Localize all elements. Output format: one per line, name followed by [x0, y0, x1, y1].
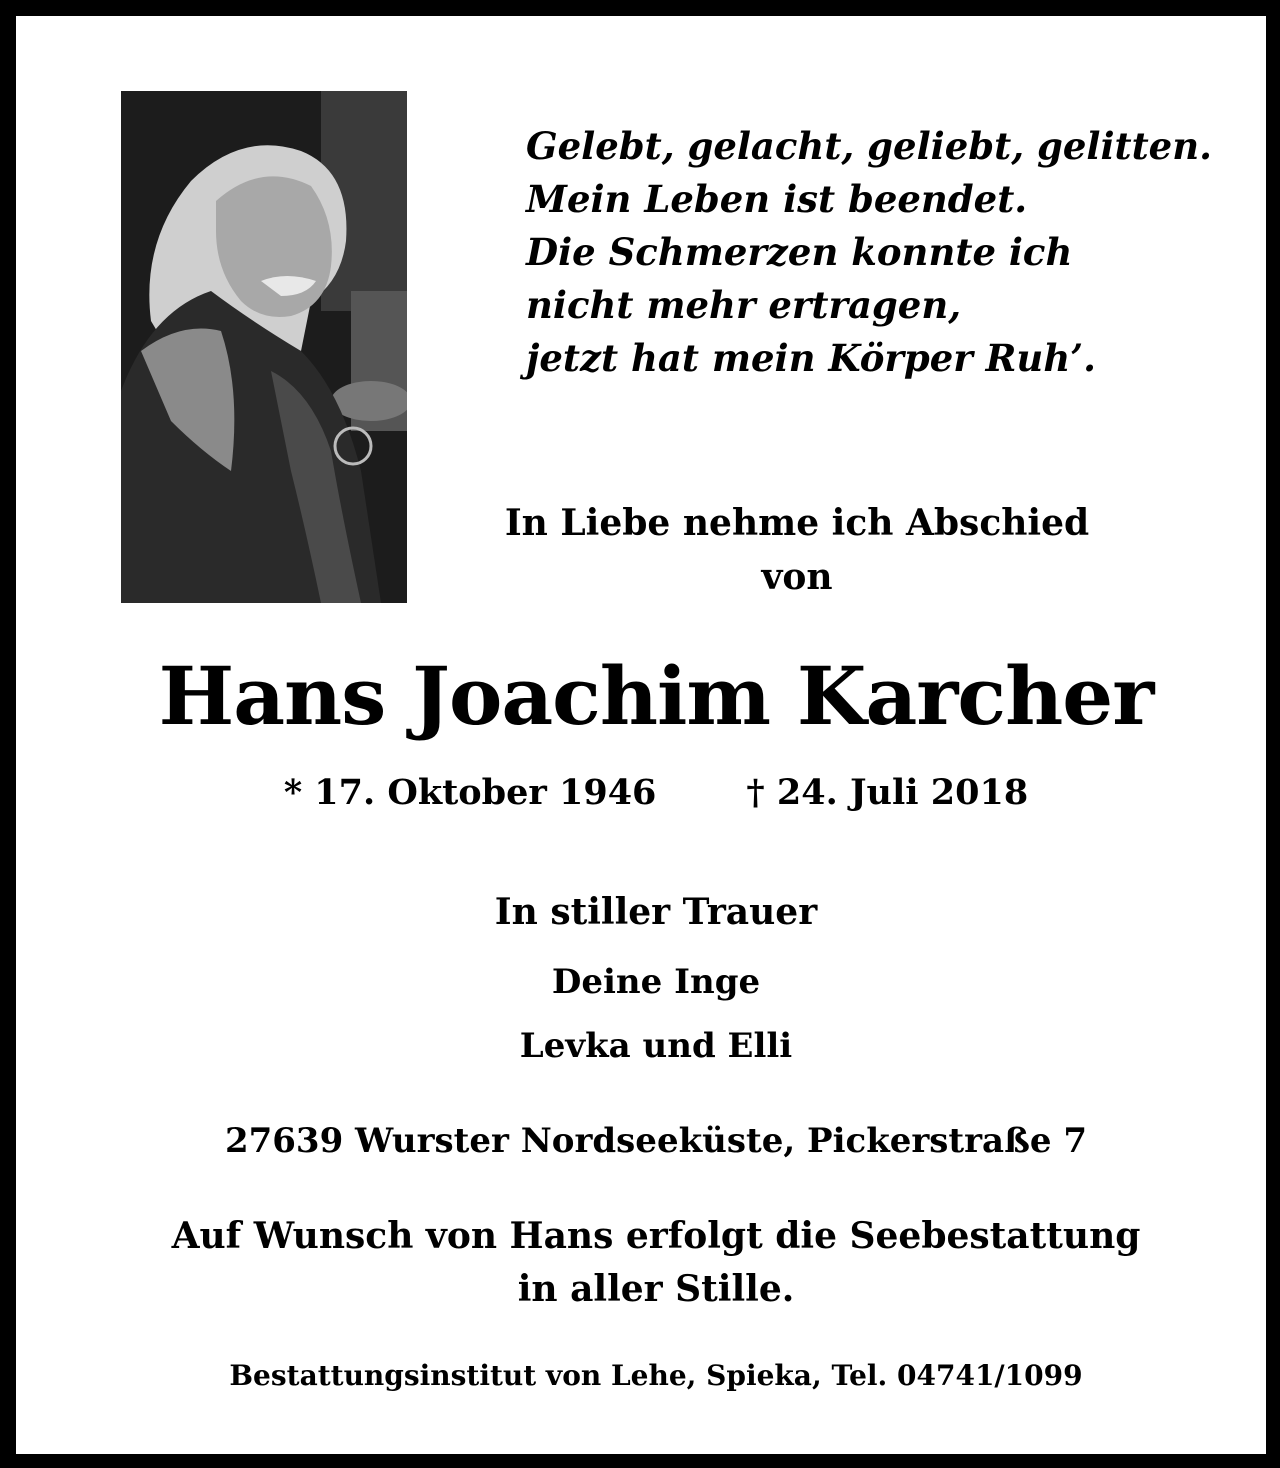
poem-line: jetzt hat mein Körper Ruh’. [526, 336, 1096, 380]
poem-line: Die Schmerzen konnte ich [526, 230, 1073, 274]
farewell-line-2: von [761, 556, 833, 598]
farewell-line-1: In Liebe nehme ich Abschied [504, 502, 1090, 544]
death-date: † 24. Juli 2018 [746, 772, 1029, 813]
address: 27639 Wurster Nordseeküste, Pickerstraße 7 [224, 1121, 1088, 1161]
poem [526, 120, 1246, 385]
birth-date: * 17. Oktober 1946 [283, 772, 657, 813]
farewell-text [437, 496, 1157, 604]
burial-note-line-2: in aller Stille. [517, 1268, 795, 1310]
poem-line: Mein Leben ist beendet. [526, 177, 1028, 221]
burial-note [16, 1210, 1280, 1316]
mourning-heading: In stiller Trauer [494, 891, 818, 933]
portrait-illustration [121, 91, 407, 603]
poem-line: Gelebt, gelacht, geliebt, gelitten. [526, 124, 1212, 168]
portrait-photo [121, 91, 407, 603]
deceased-name: Hans Joachim Karcher [158, 649, 1154, 743]
life-dates [16, 768, 1280, 818]
undertaker-info: Bestattungsinstitut von Lehe, Spieka, Tel. 04741/1099 [229, 1359, 1083, 1392]
poem-line: nicht mehr ertragen, [526, 283, 962, 327]
mourner-line-1: Deine Inge [551, 962, 761, 1002]
mourner-line-2: Levka und Elli [519, 1026, 793, 1066]
burial-note-line-1: Auf Wunsch von Hans erfolgt die Seebestattung [171, 1215, 1141, 1257]
